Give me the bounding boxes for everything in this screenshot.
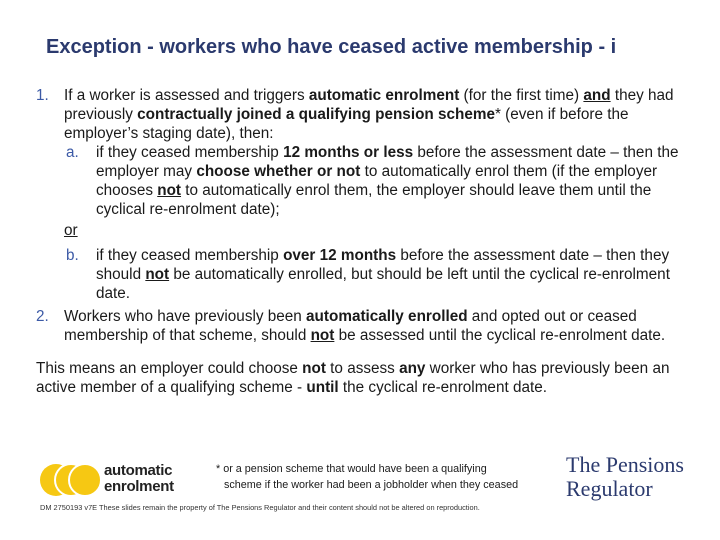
automatic-enrolment-logo <box>40 462 200 498</box>
slide-title: Exception - workers who have ceased active membership - i <box>46 36 617 58</box>
pensions-regulator-logo <box>566 453 684 501</box>
emphasis: 12 months or less <box>283 144 414 161</box>
text: and opted out or ceased membership of that scheme, should <box>64 308 637 344</box>
footnote <box>216 461 518 493</box>
emphasis: automatic enrolment <box>308 87 460 104</box>
sub-item-a <box>38 143 686 219</box>
emphasis: contractually joined a qualifying pension scheme <box>137 106 495 123</box>
list-number: 2. <box>36 308 49 325</box>
emphasis: choose whether or not <box>196 163 361 180</box>
logo-text: automatic <box>104 462 173 479</box>
sub-item-b <box>38 246 686 303</box>
slide-body <box>36 86 686 397</box>
text: the cyclical re-enrolment date. <box>338 379 547 396</box>
list-letter: b. <box>66 247 79 264</box>
or-separator: or <box>64 222 78 239</box>
text: to automatically enrol them, the employer should leave them until the cyclical re-enrolment date); <box>96 182 652 218</box>
text: * (even if before the employer’s staging date), then: <box>64 106 629 142</box>
text: If a worker is assessed and triggers <box>64 87 309 104</box>
summary-paragraph <box>36 359 686 397</box>
emphasis: until <box>306 379 339 396</box>
emphasis: automatically enrolled <box>306 308 468 325</box>
text: This means an employer could choose <box>36 360 303 377</box>
logo-text: enrolment <box>104 478 174 495</box>
logo-text: The Pensions <box>566 452 684 477</box>
emphasis: and <box>583 87 611 104</box>
text: be assessed until the cyclical re-enrolment date. <box>334 327 666 344</box>
footnote-line: scheme if the worker had been a jobholder when they ceased <box>224 479 519 491</box>
emphasis: not <box>145 266 170 283</box>
text: before the assessment date – then they should <box>96 247 670 283</box>
text: to automatically enrol them (if the employer chooses <box>96 163 658 199</box>
text: worker who has previously been an active member of a qualifying scheme - <box>36 360 670 396</box>
ae-logo-circles-icon <box>40 462 102 498</box>
text: be automatically enrolled, but should be left until the cyclical re-enrolment date. <box>96 266 670 302</box>
text: they had previously <box>64 87 674 123</box>
emphasis: any <box>399 360 426 377</box>
list-item-2 <box>36 307 686 345</box>
text: to assess <box>325 360 400 377</box>
list-letter: a. <box>66 144 79 161</box>
emphasis: not <box>302 360 326 377</box>
emphasis: not <box>157 182 182 199</box>
list-number: 1. <box>36 87 49 104</box>
list-item-1 <box>36 86 686 143</box>
text: Workers who have previously been <box>64 308 307 325</box>
text: before the assessment date – then the employer may <box>96 144 679 180</box>
text: if they ceased membership <box>96 247 284 264</box>
text: (for the first time) <box>459 87 584 104</box>
emphasis: over 12 months <box>283 247 397 264</box>
footnote-line: * or a pension scheme that would have been a qualifying <box>216 463 487 475</box>
logo-text: Regulator <box>566 476 653 501</box>
disclaimer: DM 2750193 v7E These slides remain the property of The Pensions Regulator and their content should not be altered on reproduction. <box>40 503 480 512</box>
emphasis: not <box>310 327 335 344</box>
text: if they ceased membership <box>96 144 284 161</box>
